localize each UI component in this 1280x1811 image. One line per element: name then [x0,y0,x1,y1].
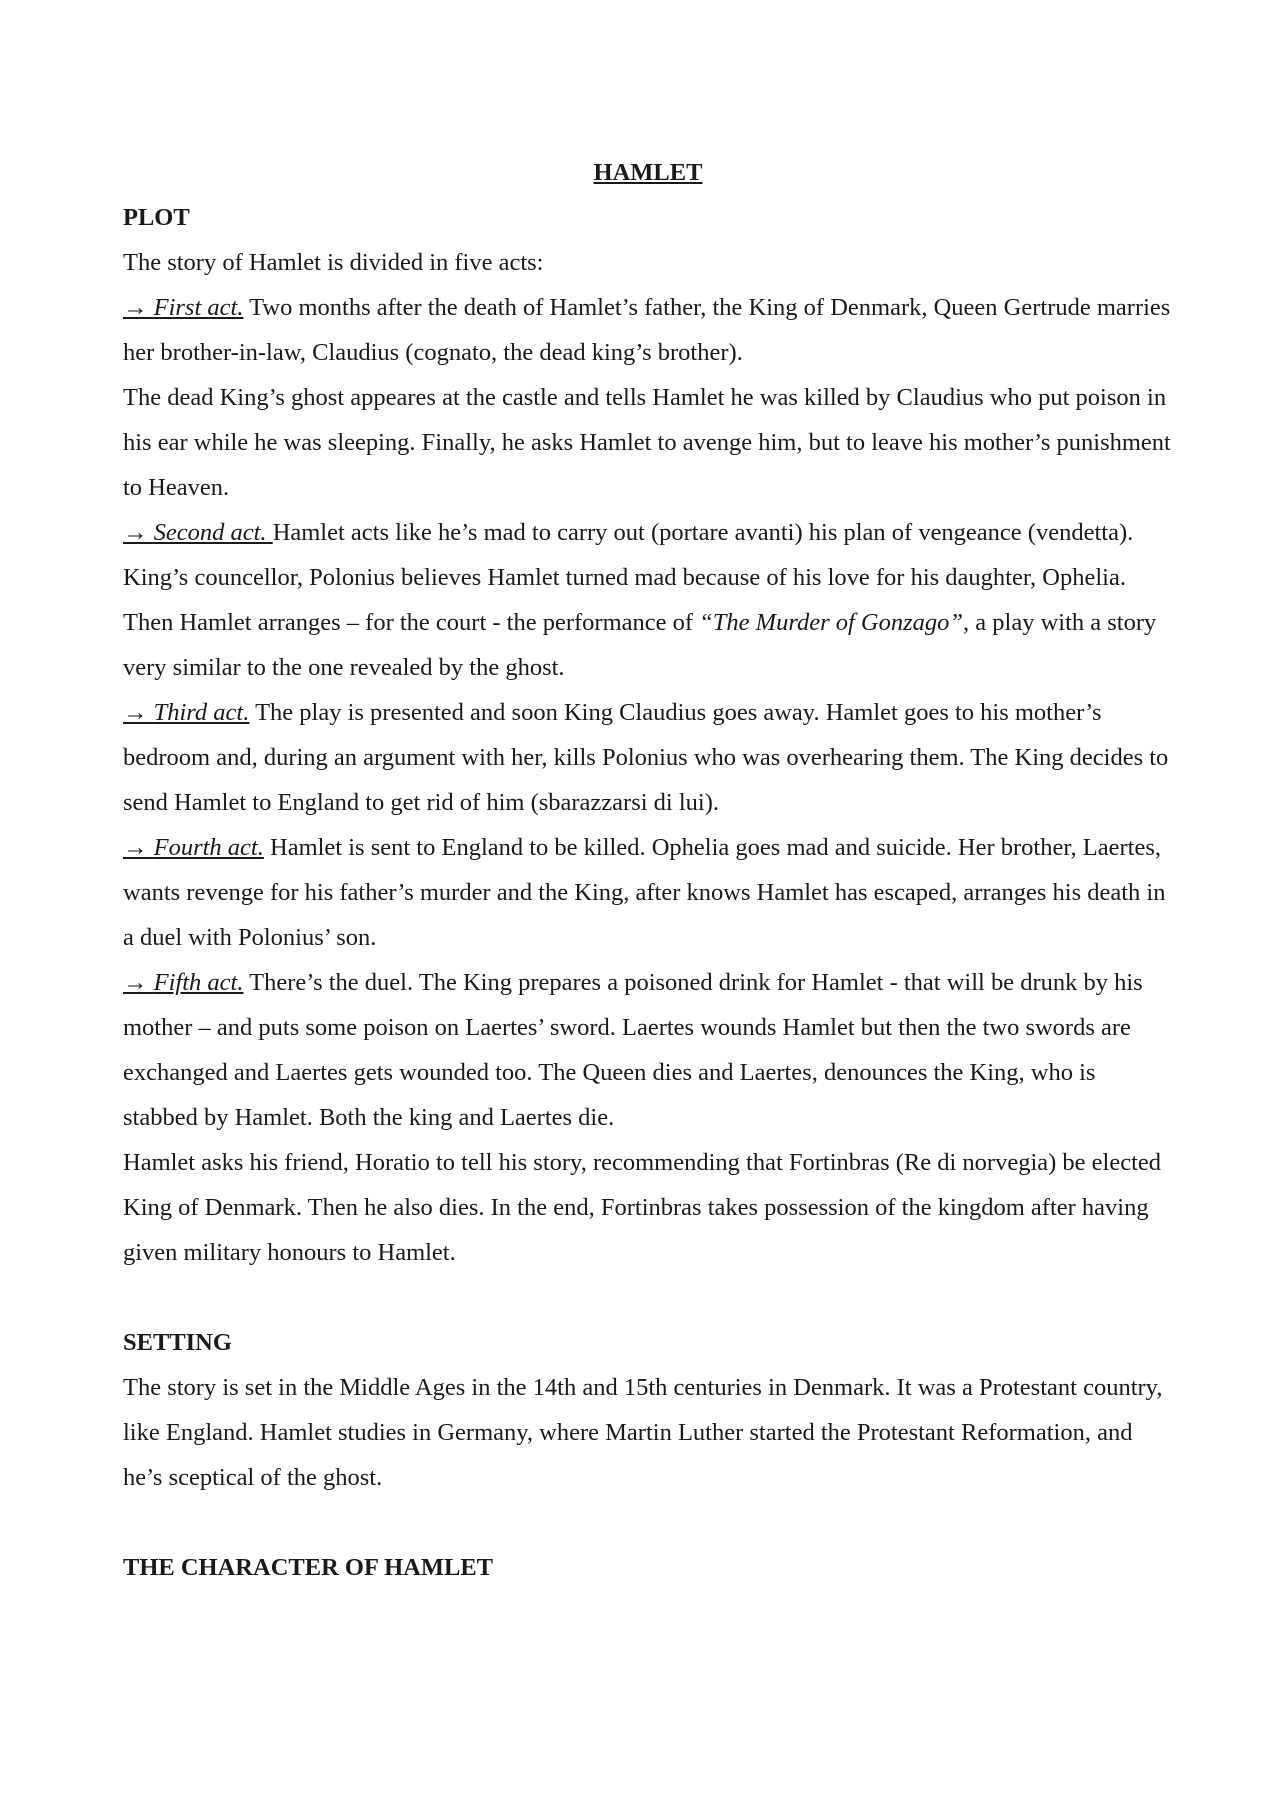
second-act-play-paragraph: Then Hamlet arranges – for the court - the performance of “The Murder of Gonzago”, a play with a story very similar to the one revealed by the ghost. [123,609,1157,681]
document-body [123,150,1173,1590]
plot-heading: PLOT [123,204,190,231]
second-act-text: Hamlet acts like he’s mad to carry out (portare avanti) his plan of vengeance (vendetta). [272,519,1134,546]
spacer [123,1500,1173,1545]
arrow-icon: → [123,294,148,321]
fifth-act-text: There’s the duel. The King prepares a poisoned drink for Hamlet - that will be drunk by his mother – and puts some poison on Laertes’ sword. Laertes wounds Hamlet but then the two swords are exchanged and Laertes gets wounded too. The Queen dies and Laertes, denounces the King, who is stabbed by Hamlet. Both the king and Laertes die. [123,969,1143,1131]
arrow-icon: → [123,699,148,726]
fourth-act-label: → Fourth act. [123,834,264,861]
first-act-ghost-paragraph: The dead King’s ghost appeares at the castle and tells Hamlet he was killed by Claudius who put poison in his ear while he was sleeping. Finally, he asks Hamlet to avenge him, but to leave his mother’s punishment to Heaven. [123,384,1171,501]
fourth-act-text: Hamlet is sent to England to be killed. Ophelia goes mad and suicide. Her brother, Laertes, wants revenge for his father’s murder and the King, after knows Hamlet has escaped, arranges his death in a duel with Polonius’ son. [123,834,1166,951]
fifth-act-ending-paragraph: Hamlet asks his friend, Horatio to tell his story, recommending that Fortinbras (Re di norvegia) be elected King of Denmark. Then he also dies. In the end, Fortinbras takes possession of the kingdom after having given military honours to Hamlet. [123,1149,1162,1266]
second-act-paragraph [123,510,1173,555]
arrow-icon: → [123,519,148,546]
spacer [123,1275,1173,1320]
plot-intro: The story of Hamlet is divided in five acts: [123,249,544,276]
first-act-paragraph [123,285,1173,375]
first-act-text: Two months after the death of Hamlet’s father, the King of Denmark, Queen Gertrude marries her brother-in-law, Claudius (cognato, the dead king’s brother). [123,294,1171,366]
arrow-icon: → [123,834,148,861]
arrow-icon: → [123,969,148,996]
character-heading: THE CHARACTER OF HAMLET [123,1554,494,1581]
third-act-label: → Third act. [123,699,250,726]
setting-heading: SETTING [123,1329,232,1356]
third-act-text: The play is presented and soon King Claudius goes away. Hamlet goes to his mother’s bedroom and, during an argument with her, kills Polonius who was overhearing them. The King decides to send Hamlet to England to get rid of him (sbarazzarsi di lui). [123,699,1169,816]
play-title: “The Murder of Gonzago” [699,609,964,636]
fourth-act-paragraph [123,825,1173,960]
second-act-polonius-paragraph: King’s councellor, Polonius believes Hamlet turned mad because of his love for his daughter, Ophelia. [123,564,1126,591]
third-act-paragraph [123,690,1173,825]
second-act-label: → Second act. [123,519,267,546]
document-title: HAMLET [593,159,703,186]
fifth-act-label: → Fifth act. [123,969,244,996]
first-act-label: → First act. [123,294,244,321]
fifth-act-paragraph [123,960,1173,1140]
setting-paragraph: The story is set in the Middle Ages in the 14th and 15th centuries in Denmark. It was a Protestant country, like England. Hamlet studies in Germany, where Martin Luther started the Protestant Reformation, and he’s sceptical of the ghost. [123,1374,1163,1491]
